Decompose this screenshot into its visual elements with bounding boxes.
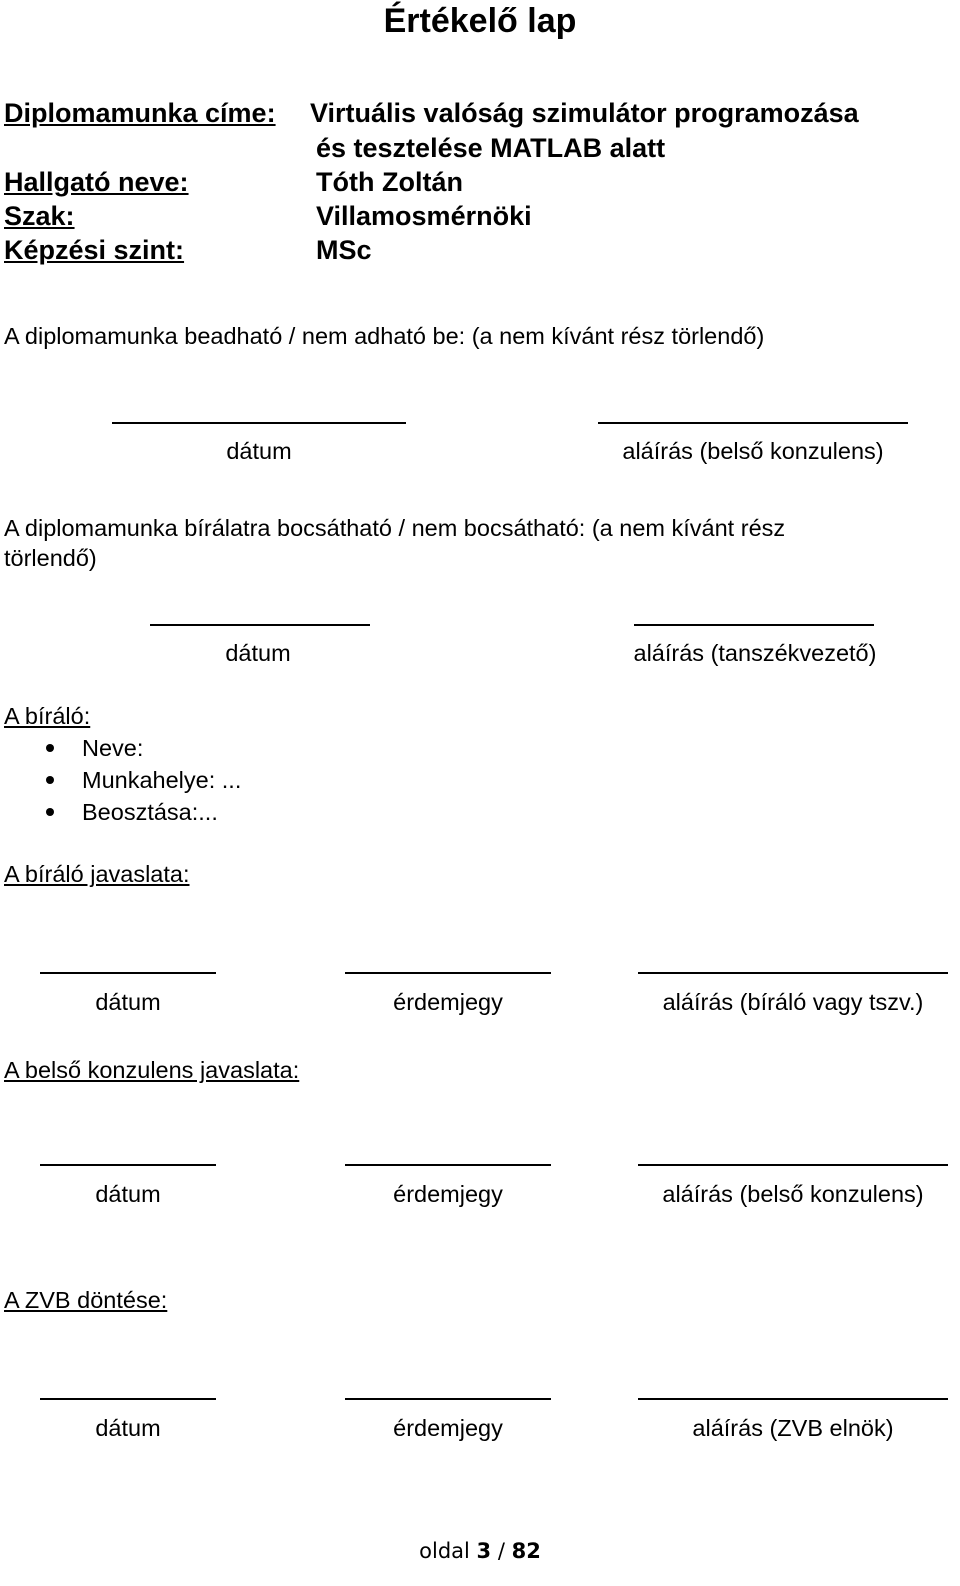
list-item: Beosztása:... — [40, 796, 241, 828]
thesis-title-line1: Virtuális valóság szimulátor programozása — [310, 98, 859, 128]
review-statement-line2: törlendő) — [4, 545, 97, 571]
signature-line-submission — [598, 422, 908, 424]
page-title: Értékelő lap — [383, 2, 577, 40]
grade-line-zvb — [345, 1398, 551, 1400]
bullet-icon — [46, 744, 54, 752]
date-label-consultant: dátum — [95, 1181, 161, 1207]
date-label-reviewer: dátum — [95, 989, 161, 1015]
reviewer-heading: A bíráló: — [4, 703, 91, 729]
zvb-heading: A ZVB döntése: — [4, 1287, 168, 1313]
signature-line-zvb — [638, 1398, 948, 1400]
signature-label-review: aláírás (tanszékvezető) — [633, 640, 877, 666]
date-label-review: dátum — [225, 640, 291, 666]
consultant-proposal-heading: A belső konzulens javaslata: — [4, 1057, 300, 1083]
date-label-zvb: dátum — [95, 1415, 161, 1441]
date-line-zvb — [40, 1398, 216, 1400]
level-label: Képzési szint: — [4, 235, 185, 265]
page-number-prefix: oldal — [419, 1539, 470, 1563]
bullet-icon — [46, 808, 54, 816]
date-line-review — [150, 624, 370, 626]
signature-label-zvb: aláírás (ZVB elnök) — [692, 1415, 894, 1441]
grade-line-reviewer — [345, 972, 551, 974]
signature-line-review — [634, 624, 874, 626]
list-item: Munkahelye: ... — [40, 764, 241, 796]
page-number-separator: / — [497, 1539, 505, 1563]
student-name-value: Tóth Zoltán — [316, 167, 463, 197]
grade-label-consultant: érdemjegy — [393, 1181, 503, 1207]
page-number — [0, 1539, 960, 1563]
reviewer-details-list — [40, 732, 241, 828]
review-statement-line1: A diplomamunka bírálatra bocsátható / nem bocsátható: (a nem kívánt rész — [4, 515, 786, 541]
signature-line-reviewer — [638, 972, 948, 974]
thesis-title-label: Diplomamunka címe: — [4, 98, 276, 128]
grade-label-zvb: érdemjegy — [393, 1415, 503, 1441]
signature-label-reviewer: aláírás (bíráló vagy tszv.) — [662, 989, 924, 1015]
level-value: MSc — [316, 235, 372, 265]
date-line-consultant — [40, 1164, 216, 1166]
date-label-submission: dátum — [226, 438, 292, 464]
page-number-current: 3 — [476, 1539, 492, 1563]
thesis-title-line2: és tesztelése MATLAB alatt — [316, 133, 666, 163]
grade-label-reviewer: érdemjegy — [393, 989, 503, 1015]
major-label: Szak: — [4, 201, 75, 231]
major-value: Villamosmérnöki — [316, 201, 532, 231]
page-number-total: 82 — [511, 1539, 541, 1563]
date-line-submission — [112, 422, 406, 424]
signature-line-consultant — [638, 1164, 948, 1166]
list-item: Neve: — [40, 732, 241, 764]
grade-line-consultant — [345, 1164, 551, 1166]
signature-label-submission: aláírás (belső konzulens) — [622, 438, 884, 464]
bullet-icon — [46, 776, 54, 784]
reviewer-proposal-heading: A bíráló javaslata: — [4, 861, 190, 887]
date-line-reviewer — [40, 972, 216, 974]
student-name-label: Hallgató neve: — [4, 167, 189, 197]
signature-label-consultant: aláírás (belső konzulens) — [662, 1181, 924, 1207]
submission-statement: A diplomamunka beadható / nem adható be: (a nem kívánt rész törlendő) — [4, 323, 765, 349]
